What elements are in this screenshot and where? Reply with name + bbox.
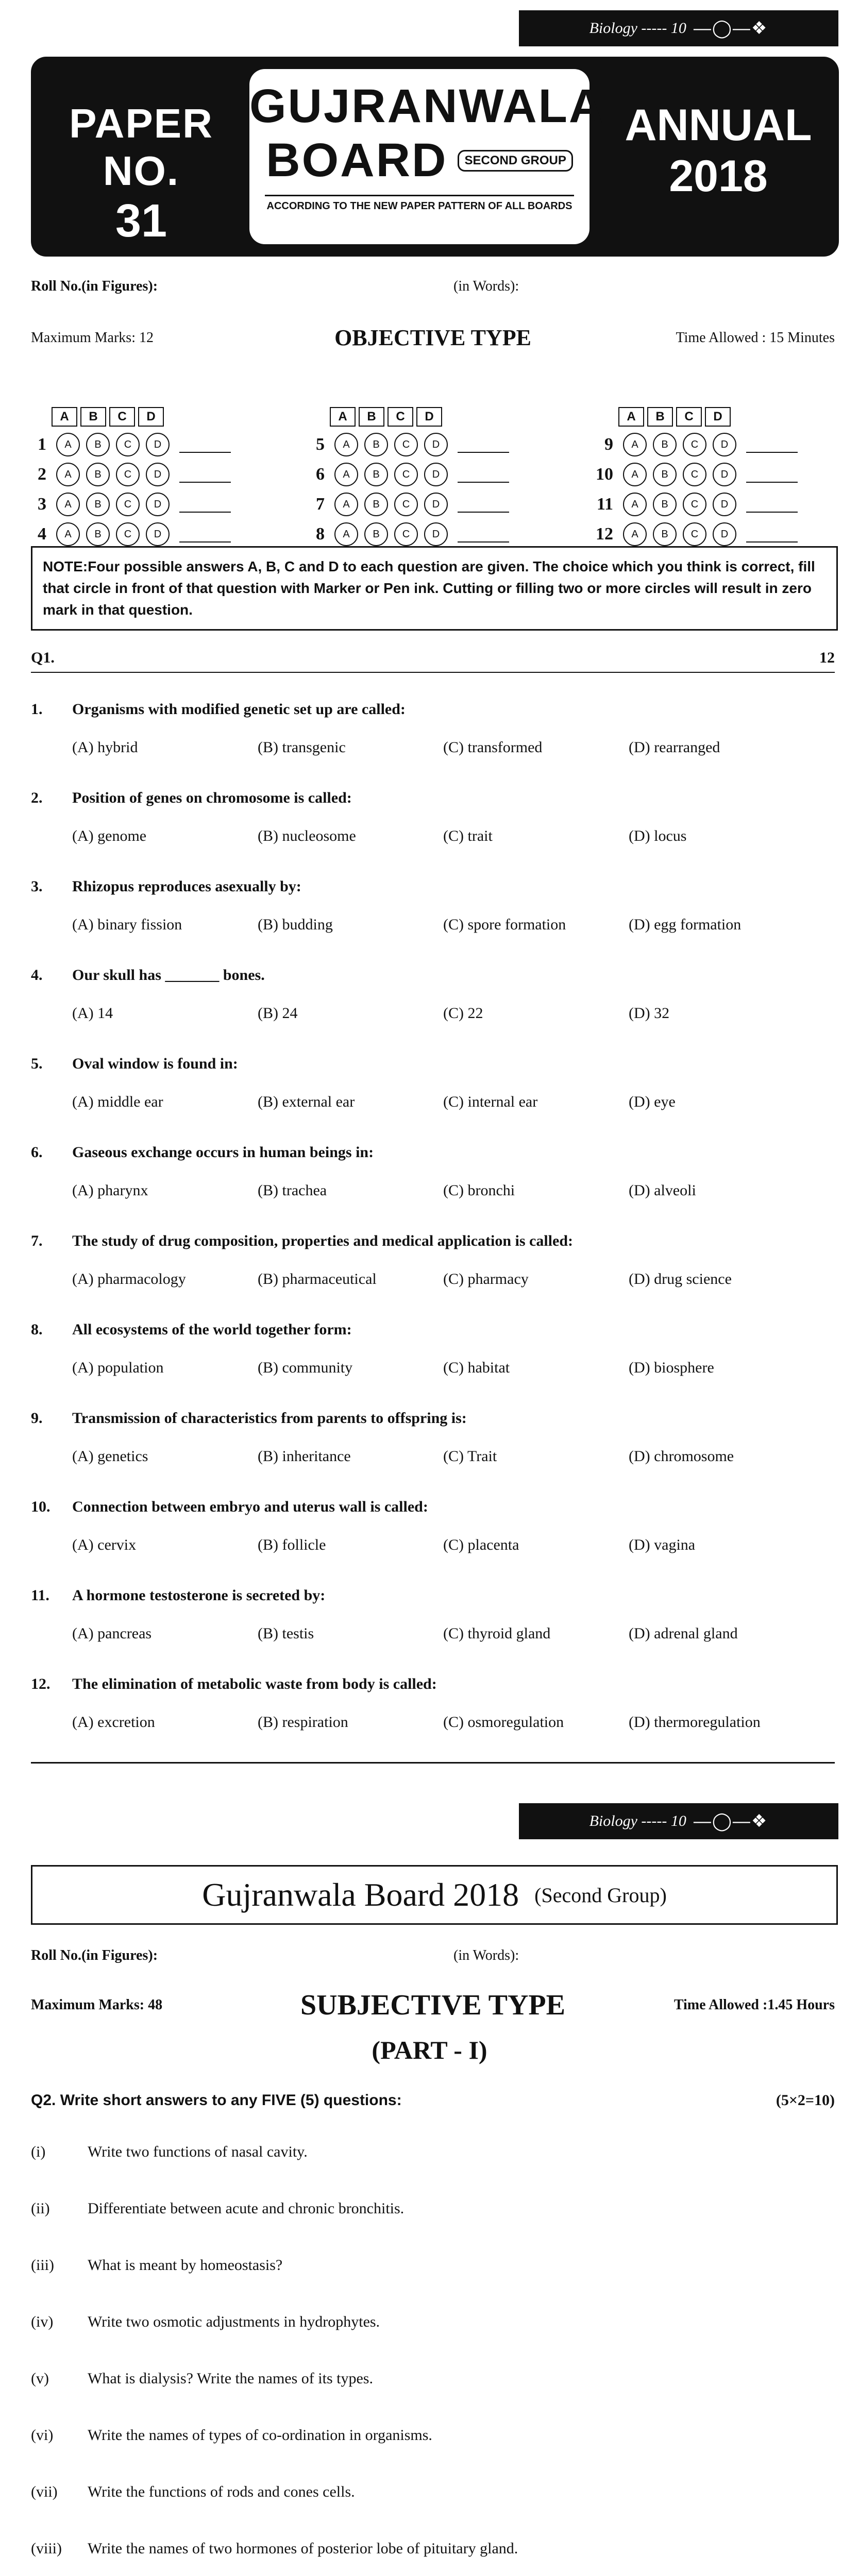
- mcq-stem: [31, 1498, 835, 1516]
- grid-header: [52, 407, 231, 427]
- bubble-a[interactable]: A: [334, 493, 358, 516]
- bubble-c[interactable]: C: [683, 522, 706, 546]
- answer-line: [458, 526, 509, 543]
- bubble-c[interactable]: C: [116, 433, 140, 456]
- bubble-c[interactable]: C: [394, 522, 418, 546]
- max-marks: Maximum Marks: 12: [31, 330, 154, 346]
- item-text: Write two functions of nasal cavity.: [88, 2143, 308, 2160]
- bubble-a[interactable]: A: [56, 493, 80, 516]
- letter-a: A: [52, 407, 77, 427]
- ornament-icon: —◯—❖: [693, 1811, 768, 1831]
- mcq-option: (D) eye: [629, 1093, 676, 1110]
- bubble-a[interactable]: A: [623, 493, 647, 516]
- grid-row: [299, 493, 509, 516]
- short-question-item: [31, 2370, 835, 2387]
- mcq-stem: [31, 701, 835, 718]
- mcq-item: [31, 1144, 835, 1199]
- mcq-option: (B) inheritance: [258, 1448, 351, 1465]
- mcq-stem: [31, 1055, 835, 1073]
- bubble-b[interactable]: B: [653, 493, 677, 516]
- bubble-b[interactable]: B: [364, 433, 388, 456]
- mcq-options: [31, 1448, 835, 1465]
- bubble-c[interactable]: C: [394, 493, 418, 516]
- bubble-b[interactable]: B: [653, 522, 677, 546]
- paper-number-block: [64, 79, 218, 247]
- item-text: What is meant by homeostasis?: [88, 2257, 283, 2274]
- bubble-c[interactable]: C: [394, 433, 418, 456]
- mcq-option: (D) rearranged: [629, 739, 720, 756]
- bubble-a[interactable]: A: [56, 522, 80, 546]
- mcq-number: 12.: [31, 1675, 50, 1692]
- mcq-option: (C) transformed: [443, 739, 543, 756]
- subjective-paper: [0, 1793, 859, 2576]
- bubble-d[interactable]: D: [424, 433, 448, 456]
- objective-info-row: [31, 325, 835, 355]
- mcq-item: [31, 967, 835, 1022]
- question-number: 8: [316, 524, 325, 544]
- short-question-item: [31, 2257, 835, 2274]
- mcq-item: [31, 701, 835, 756]
- sheet-divider: [31, 1762, 835, 1766]
- bubble-d[interactable]: D: [146, 433, 170, 456]
- question-number: 6: [316, 465, 325, 484]
- answer-line: [179, 496, 231, 513]
- mcq-option: (D) thermoregulation: [629, 1714, 761, 1731]
- question-number: 3: [38, 495, 46, 514]
- bubble-d[interactable]: D: [713, 433, 736, 456]
- bubble-d[interactable]: D: [146, 522, 170, 546]
- mcq-option: (C) habitat: [443, 1359, 510, 1376]
- mcq-options: [31, 916, 835, 934]
- mcq-option: (A) genome: [72, 827, 147, 844]
- mcq-item: [31, 878, 835, 934]
- mcq-option: (A) excretion: [72, 1714, 155, 1731]
- answer-grid-1: [21, 407, 231, 546]
- short-question-item: [31, 2143, 835, 2161]
- question-number: 2: [38, 465, 46, 484]
- q2-header: [31, 2092, 835, 2109]
- mcq-number: 9.: [31, 1410, 43, 1427]
- bubble-d[interactable]: D: [713, 522, 736, 546]
- answer-line: [746, 466, 798, 483]
- grid-row: [21, 433, 231, 456]
- mcq-option: (B) nucleosome: [258, 827, 356, 844]
- item-number: (i): [31, 2143, 46, 2160]
- ornament-icon: —◯—❖: [693, 19, 768, 38]
- mcq-question-text: Position of genes on chromosome is called:: [72, 789, 352, 806]
- mcq-question-text: All ecosystems of the world together form:: [72, 1321, 352, 1338]
- mcq-option: (A) cervix: [72, 1536, 137, 1553]
- bubble-b[interactable]: B: [364, 463, 388, 486]
- letter-c: C: [109, 407, 135, 427]
- mcq-options: [31, 1005, 835, 1022]
- grid-row: [21, 522, 231, 546]
- item-number: (iv): [31, 2313, 54, 2330]
- group-badge: SECOND GROUP: [458, 150, 572, 172]
- mcq-item: [31, 789, 835, 845]
- grid-row: [587, 522, 798, 546]
- item-number: (v): [31, 2370, 49, 2387]
- mcq-option: (A) pharynx: [72, 1182, 148, 1199]
- bubble-a[interactable]: A: [334, 522, 358, 546]
- mcq-option: (B) community: [258, 1359, 353, 1376]
- mcq-options: [31, 1270, 835, 1288]
- bubble-d[interactable]: D: [146, 493, 170, 516]
- mcq-stem: [31, 789, 835, 807]
- mcq-item: [31, 1232, 835, 1288]
- grid-row: [299, 522, 509, 546]
- bubble-b[interactable]: B: [86, 522, 110, 546]
- mcq-number: 5.: [31, 1055, 43, 1072]
- short-question-item: [31, 2540, 835, 2557]
- instructions-note: NOTE:Four possible answers A, B, C and D to each question are given. The choice which you think is correct, fill that circle in front of that question with Marker or Pen ink. Cutting or filling two or more circles will result in zero mark in that question.: [31, 546, 838, 631]
- grid-row: [587, 493, 798, 516]
- bubble-a[interactable]: A: [56, 463, 80, 486]
- bubble-a[interactable]: A: [623, 522, 647, 546]
- mcq-question-text: Oval window is found in:: [72, 1055, 238, 1072]
- letter-d: D: [705, 407, 731, 427]
- letter-b: B: [647, 407, 673, 427]
- mcq-options: [31, 1093, 835, 1111]
- answer-line: [458, 436, 509, 453]
- bubble-a[interactable]: A: [623, 463, 647, 486]
- mcq-stem: [31, 1587, 835, 1604]
- mcq-option: (C) internal ear: [443, 1093, 538, 1110]
- mcq-option: (B) transgenic: [258, 739, 346, 756]
- item-number: (vii): [31, 2483, 58, 2500]
- mcq-number: 4.: [31, 967, 43, 984]
- answer-line: [458, 496, 509, 513]
- grid-header: [330, 407, 509, 427]
- board-title-box: [31, 1865, 838, 1925]
- question-marks: (5×2=10): [776, 2092, 835, 2109]
- mcq-option: (D) vagina: [629, 1536, 696, 1553]
- grid-row: [299, 463, 509, 486]
- mcq-option: (C) Trait: [443, 1448, 497, 1465]
- short-question-item: [31, 2200, 835, 2217]
- group-label: (Second Group): [534, 1883, 667, 1907]
- subjective-info-row: [31, 1989, 835, 2025]
- time-allowed: Time Allowed :1.45 Hours: [673, 1997, 835, 2013]
- paper-no-label: PAPER NO.: [69, 100, 213, 194]
- question-number: 1: [38, 435, 46, 454]
- board-name: GUJRANWALA: [249, 80, 605, 132]
- part-one-title: (PART - I): [372, 2036, 487, 2064]
- mcq-option: (D) alveoli: [629, 1182, 696, 1199]
- mcq-option: (D) biosphere: [629, 1359, 714, 1376]
- mcq-options: [31, 1536, 835, 1554]
- roll-row: [31, 1947, 835, 1968]
- answer-grid-2: [299, 407, 509, 546]
- mcq-number: 11.: [31, 1587, 49, 1604]
- mcq-option: (C) pharmacy: [443, 1270, 529, 1287]
- short-question-item: [31, 2483, 835, 2501]
- mcq-option: (B) trachea: [258, 1182, 327, 1199]
- mcq-stem: [31, 1675, 835, 1693]
- section-title: OBJECTIVE TYPE: [334, 325, 531, 350]
- annual-label: ANNUAL: [625, 100, 812, 150]
- bubble-c[interactable]: C: [116, 522, 140, 546]
- bubble-d[interactable]: D: [424, 493, 448, 516]
- mcq-option: (A) pancreas: [72, 1625, 152, 1642]
- mcq-stem: [31, 878, 835, 895]
- mcq-number: 6.: [31, 1144, 43, 1161]
- bubble-c[interactable]: C: [394, 463, 418, 486]
- bubble-d[interactable]: D: [713, 463, 736, 486]
- mcq-question-text: Gaseous exchange occurs in human beings in:: [72, 1144, 374, 1161]
- subject-strip: [519, 1803, 838, 1839]
- bubble-b[interactable]: B: [86, 433, 110, 456]
- mcq-option: (B) respiration: [258, 1714, 348, 1731]
- mcq-option: (B) 24: [258, 1005, 298, 1022]
- mcq-option: (D) locus: [629, 827, 687, 844]
- mcq-option: (B) follicle: [258, 1536, 326, 1553]
- q1-header: [31, 649, 835, 673]
- grid-row: [21, 493, 231, 516]
- bubble-c[interactable]: C: [683, 433, 706, 456]
- question-number: 11: [596, 495, 613, 514]
- in-words-label: (in Words):: [453, 278, 519, 294]
- item-text: Write the names of two hormones of posterior lobe of pituitary gland.: [88, 2540, 518, 2557]
- grid-row: [587, 433, 798, 456]
- letter-d: D: [138, 407, 164, 427]
- answer-line: [746, 436, 798, 453]
- mcq-option: (C) osmoregulation: [443, 1714, 564, 1731]
- mcq-option: (C) placenta: [443, 1536, 519, 1553]
- mcq-options: [31, 827, 835, 845]
- roll-no-label: Roll No.(in Figures):: [31, 1947, 158, 1963]
- mcq-option: (A) genetics: [72, 1448, 148, 1465]
- mcq-question-text: A hormone testosterone is secreted by:: [72, 1587, 326, 1604]
- mcq-option: (D) adrenal gland: [629, 1625, 738, 1642]
- mcq-stem: [31, 967, 835, 984]
- mcq-option: (B) testis: [258, 1625, 314, 1642]
- letter-b: B: [359, 407, 384, 427]
- mcq-question-text: Organisms with modified genetic set up are called:: [72, 701, 406, 718]
- answer-line: [458, 466, 509, 483]
- max-marks: Maximum Marks: 48: [31, 1997, 163, 2013]
- mcq-number: 10.: [31, 1498, 50, 1515]
- paper-no: 31: [115, 195, 167, 247]
- short-question-item: [31, 2427, 835, 2444]
- mcq-number: 3.: [31, 878, 43, 895]
- mcq-option: (B) pharmaceutical: [258, 1270, 377, 1287]
- header-banner: [31, 57, 839, 257]
- mcq-item: [31, 1587, 835, 1642]
- item-number: (viii): [31, 2540, 62, 2557]
- mcq-option: (C) bronchi: [443, 1182, 515, 1199]
- mcq-question-text: Connection between embryo and uterus wall is called:: [72, 1498, 428, 1515]
- bubble-a[interactable]: A: [334, 463, 358, 486]
- question-number: 4: [38, 524, 46, 544]
- answer-line: [179, 526, 231, 543]
- item-number: (vi): [31, 2427, 54, 2444]
- mcq-option: (C) thyroid gland: [443, 1625, 551, 1642]
- mcq-option: (A) population: [72, 1359, 164, 1376]
- mcq-option: (C) spore formation: [443, 916, 566, 933]
- question-number: 7: [316, 495, 325, 514]
- mcq-options: [31, 1182, 835, 1199]
- time-allowed: Time Allowed : 15 Minutes: [676, 330, 835, 346]
- mcq-stem: [31, 1232, 835, 1250]
- letter-a: A: [330, 407, 356, 427]
- bubble-b[interactable]: B: [86, 463, 110, 486]
- bubble-b[interactable]: B: [653, 463, 677, 486]
- mcq-option: (D) chromosome: [629, 1448, 734, 1465]
- mcq-question-text: The elimination of metabolic waste from body is called:: [72, 1675, 437, 1692]
- year-label: 2018: [669, 151, 768, 201]
- mcq-options: [31, 1359, 835, 1377]
- mcq-option: (C) 22: [443, 1005, 483, 1022]
- bubble-d[interactable]: D: [713, 493, 736, 516]
- mcq-option: (A) pharmacology: [72, 1270, 186, 1287]
- letter-a: A: [618, 407, 644, 427]
- question-number: 9: [604, 435, 613, 454]
- mcq-number: 8.: [31, 1321, 43, 1338]
- mcq-number: 7.: [31, 1232, 43, 1249]
- subject-label: Biology ----- 10: [589, 1812, 686, 1829]
- grid-row: [21, 463, 231, 486]
- answer-line: [746, 526, 798, 543]
- subject-strip: [519, 10, 838, 46]
- letter-c: C: [676, 407, 702, 427]
- q1-marks: 12: [819, 649, 835, 666]
- annual-block: [620, 79, 816, 202]
- mcq-item: [31, 1675, 835, 1731]
- grid-row: [299, 433, 509, 456]
- mcq-option: (C) trait: [443, 827, 493, 844]
- mcq-option: (B) external ear: [258, 1093, 355, 1110]
- board-word: BOARD: [266, 134, 448, 187]
- mcq-option: (A) hybrid: [72, 739, 138, 756]
- bubble-a[interactable]: A: [623, 433, 647, 456]
- subject-label: Biology ----- 10: [589, 20, 686, 37]
- grid-row: [587, 463, 798, 486]
- mcq-option: (B) budding: [258, 916, 333, 933]
- letter-b: B: [80, 407, 106, 427]
- bubble-a[interactable]: A: [334, 433, 358, 456]
- mcq-options: [31, 1625, 835, 1642]
- mcq-number: 2.: [31, 789, 43, 806]
- mcq-stem: [31, 1321, 835, 1338]
- bubble-c[interactable]: C: [683, 493, 706, 516]
- bubble-c[interactable]: C: [116, 463, 140, 486]
- mcq-stem: [31, 1144, 835, 1161]
- mcq-question-text: Our skull has _______ bones.: [72, 967, 265, 984]
- answer-line: [179, 466, 231, 483]
- bubble-b[interactable]: B: [653, 433, 677, 456]
- item-text: What is dialysis? Write the names of its types.: [88, 2370, 373, 2387]
- mcq-item: [31, 1055, 835, 1111]
- in-words-label: (in Words):: [453, 1947, 519, 1963]
- board-block: [249, 69, 605, 244]
- mcq-stem: [31, 1410, 835, 1427]
- grid-header: [618, 407, 798, 427]
- bubble-c[interactable]: C: [116, 493, 140, 516]
- bubble-d[interactable]: D: [424, 522, 448, 546]
- bubble-c[interactable]: C: [683, 463, 706, 486]
- board-title: Gujranwala Board 2018: [202, 1876, 519, 1913]
- letter-d: D: [416, 407, 442, 427]
- pattern-note: ACCORDING TO THE NEW PAPER PATTERN OF ALL BOARDS: [265, 195, 574, 212]
- question-number: 10: [596, 465, 613, 484]
- mcq-option: (D) drug science: [629, 1270, 732, 1287]
- mcq-option: (A) middle ear: [72, 1093, 163, 1110]
- mcq-options: [31, 739, 835, 756]
- mcq-item: [31, 1498, 835, 1554]
- question-number: 5: [316, 435, 325, 454]
- mcq-question-text: Rhizopus reproduces asexually by:: [72, 878, 301, 895]
- mcq-option: (D) egg formation: [629, 916, 742, 933]
- mcq-number: 1.: [31, 701, 43, 718]
- mcq-question-text: Transmission of characteristics from parents to offspring is:: [72, 1410, 467, 1427]
- bubble-b[interactable]: B: [364, 493, 388, 516]
- mcq-option: (D) 32: [629, 1005, 670, 1022]
- mcq-item: [31, 1410, 835, 1465]
- roll-row: [31, 278, 835, 299]
- short-question-item: [31, 2313, 835, 2331]
- question-number: 12: [596, 524, 613, 544]
- answer-grid-3: [587, 407, 798, 546]
- mcq-item: [31, 1321, 835, 1377]
- answer-line: [746, 496, 798, 513]
- answer-line: [179, 436, 231, 453]
- item-text: Write the names of types of co-ordination in organisms.: [88, 2427, 432, 2444]
- bubble-b[interactable]: B: [86, 493, 110, 516]
- mcq-question-text: The study of drug composition, properties and medical application is called:: [72, 1232, 574, 1249]
- bubble-b[interactable]: B: [364, 522, 388, 546]
- mcq-options: [31, 1714, 835, 1731]
- bubble-d[interactable]: D: [424, 463, 448, 486]
- item-text: Write the functions of rods and cones cells.: [88, 2483, 355, 2500]
- item-text: Differentiate between acute and chronic bronchitis.: [88, 2200, 405, 2217]
- bubble-d[interactable]: D: [146, 463, 170, 486]
- mcq-option: (A) binary fission: [72, 916, 182, 933]
- item-text: Write two osmotic adjustments in hydrophytes.: [88, 2313, 380, 2330]
- bubble-a[interactable]: A: [56, 433, 80, 456]
- letter-c: C: [388, 407, 413, 427]
- q1-label: Q1.: [31, 649, 55, 666]
- mcq-option: (A) 14: [72, 1005, 113, 1022]
- item-number: (ii): [31, 2200, 50, 2217]
- question-heading: Q2. Write short answers to any FIVE (5) questions:: [31, 2092, 402, 2109]
- section-title: SUBJECTIVE TYPE: [300, 1989, 565, 2021]
- item-number: (iii): [31, 2257, 54, 2274]
- roll-no-label: Roll No.(in Figures):: [31, 278, 158, 294]
